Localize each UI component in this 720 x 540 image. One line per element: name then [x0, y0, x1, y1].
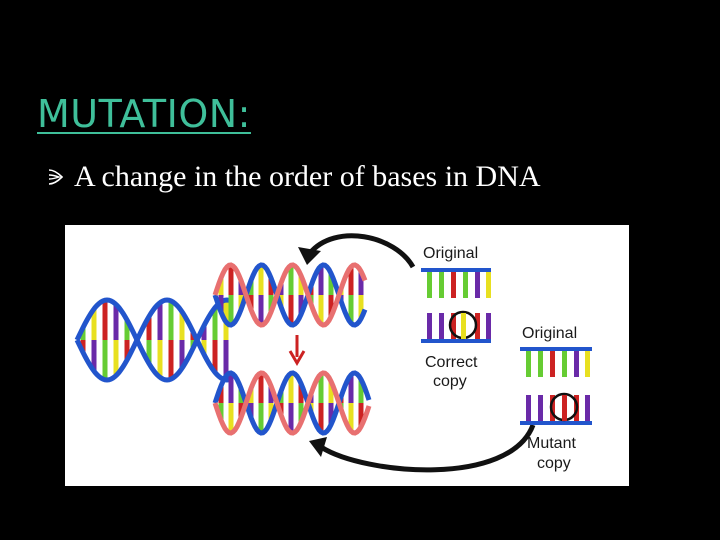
base-pair	[259, 265, 264, 295]
correct-copy-strand	[421, 312, 491, 343]
base-pair	[103, 300, 108, 340]
base-pair	[158, 340, 163, 377]
base-pair	[229, 373, 234, 403]
dna-helix-lower	[215, 373, 369, 433]
original-strand-right	[520, 347, 592, 377]
base-pair	[259, 295, 264, 325]
label-original-right: Original	[522, 325, 578, 342]
curved-arrow-bottom-icon	[309, 425, 533, 470]
label-original-top: Original	[423, 245, 479, 262]
label-mutant-copy-2: copy	[537, 455, 571, 472]
base-pair	[229, 403, 234, 433]
base-pair	[229, 295, 234, 325]
slide-title: MUTATION:	[37, 92, 251, 136]
base-pair	[259, 403, 264, 433]
base-pair	[169, 340, 174, 379]
mutant-copy-strand	[520, 394, 592, 425]
curved-arrow-top-icon	[298, 236, 413, 267]
label-mutant-copy-1: Mutant	[527, 435, 576, 452]
base-pair	[103, 340, 108, 380]
dna-helix-upper	[215, 265, 365, 325]
base-pair	[259, 373, 264, 403]
base-pair	[229, 265, 234, 295]
bullet-text: A change in the order of bases in DNA	[74, 160, 541, 193]
bullet-item	[46, 160, 541, 194]
label-correct-copy-1: Correct	[425, 354, 478, 371]
label-correct-copy-2: copy	[433, 373, 467, 390]
dna-mutation-diagram	[65, 225, 629, 486]
original-strand-top	[421, 268, 491, 298]
replication-arrow-icon	[290, 335, 304, 363]
dna-helix-left	[77, 300, 229, 380]
base-pair	[158, 303, 163, 340]
bullet-icon	[46, 162, 68, 192]
base-pair	[169, 301, 174, 340]
